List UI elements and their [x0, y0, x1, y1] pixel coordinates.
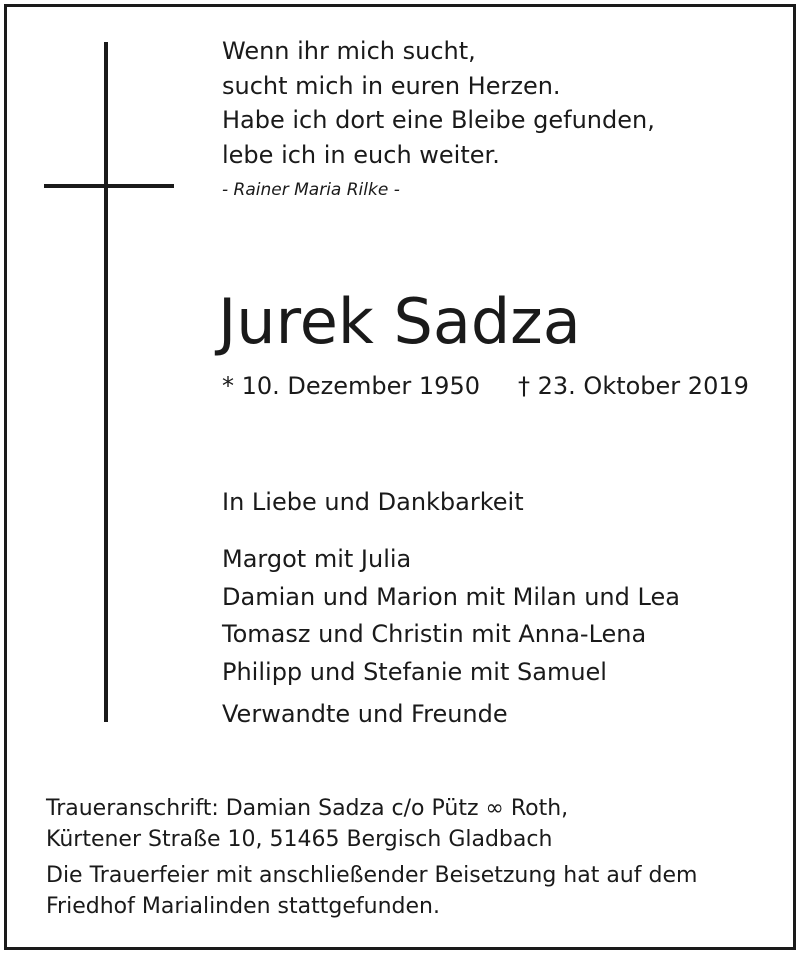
mourner-item: Tomasz und Christin mit Anna-Lena [222, 620, 647, 648]
poem-author: - Rainer Maria Rilke - [222, 180, 400, 200]
death-date: † 23. Oktober 2019 [518, 372, 749, 400]
funeral-notice-line: Die Trauerfeier mit anschließender Beisetzung hat auf dem [46, 863, 698, 888]
relatives-text: Verwandte und Freunde [222, 700, 508, 728]
birth-date: * 10. Dezember 1950 [222, 372, 480, 400]
poem [222, 34, 655, 172]
cross-vertical-bar [104, 42, 108, 722]
mourners-list [222, 541, 680, 691]
poem-line: Wenn ihr mich sucht, [222, 37, 476, 65]
address-line: Traueranschrift: Damian Sadza c/o Pütz ∞ Roth, [46, 796, 569, 821]
address-line: Kürtener Straße 10, 51465 Bergisch Gladbach [46, 827, 553, 852]
mourner-item: Damian und Marion mit Milan und Lea [222, 582, 680, 611]
dedication-text: In Liebe und Dankbarkeit [222, 488, 524, 516]
deceased-name: Jurek Sadza [218, 285, 581, 358]
funeral-notice-line: Friedhof Marialinden stattgefunden. [46, 894, 440, 919]
poem-line: sucht mich in euren Herzen. [222, 71, 561, 100]
mourner-item: Philipp und Stefanie mit Samuel [222, 657, 607, 686]
mourning-address [46, 793, 568, 855]
cross-horizontal-bar [44, 184, 174, 188]
mourner-item: Margot mit Julia [222, 545, 412, 573]
funeral-notice [46, 860, 697, 922]
poem-line: lebe ich in euch weiter. [222, 140, 500, 169]
poem-line: Habe ich dort eine Bleibe gefunden, [222, 106, 655, 134]
